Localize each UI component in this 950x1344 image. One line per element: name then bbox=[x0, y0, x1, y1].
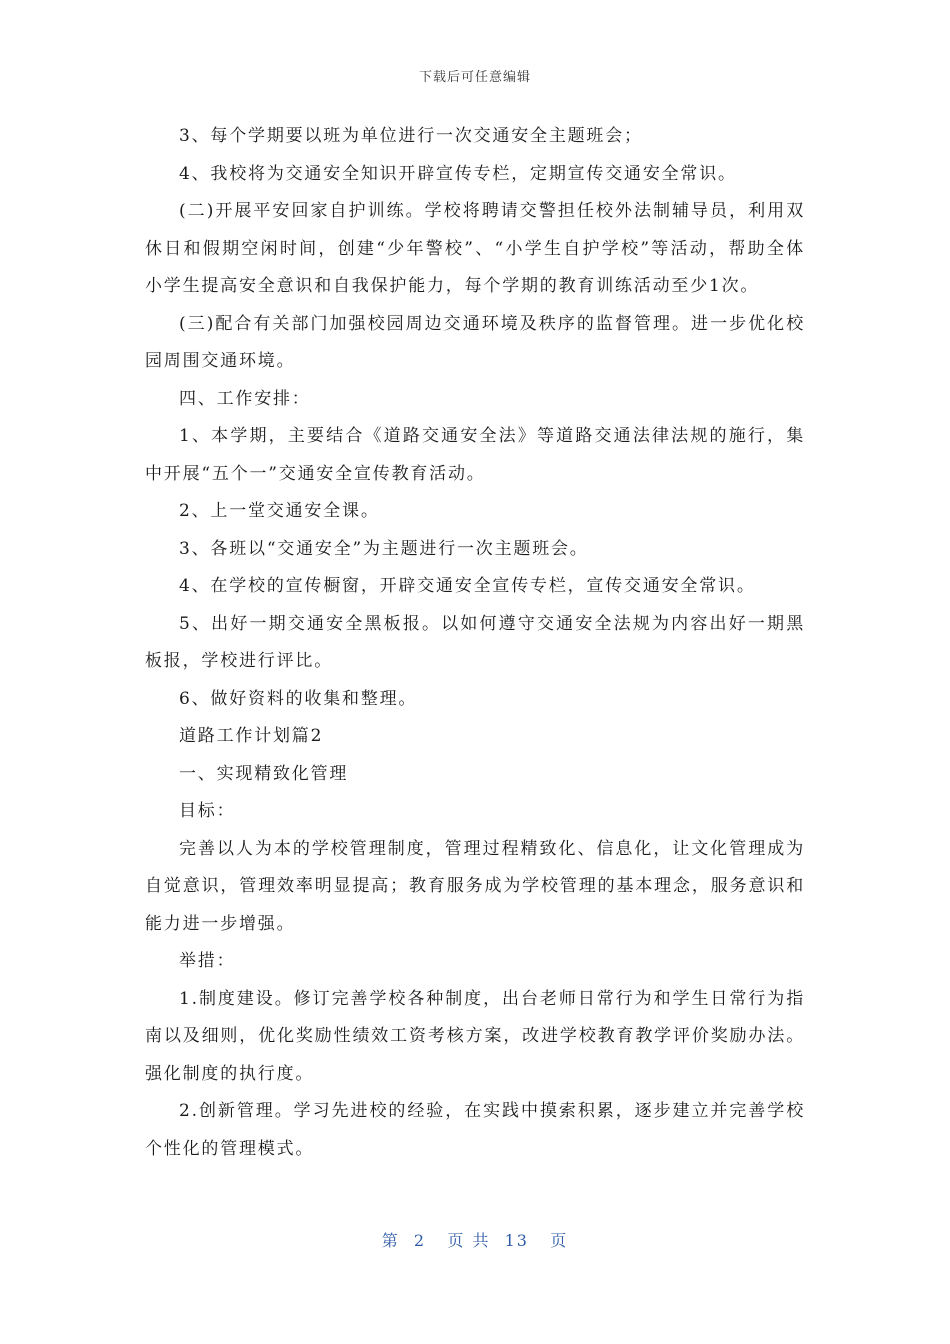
page-header-note: 下载后可任意编辑 bbox=[418, 70, 531, 85]
paragraph: (二)开展平安回家自护训练。学校将聘请交警担任校外法制辅导员，利用双休日和假期空闲时间，创建“少年警校”、“小学生自护学校”等活动，帮助全体小学生提高安全意识和自我保护能力，每个学期的教育训练活动至少1次。 bbox=[145, 201, 805, 296]
paragraph: 6、做好资料的收集和整理。 bbox=[179, 688, 418, 709]
paragraph: (三)配合有关部门加强校园周边交通环境及秩序的监督管理。进一步优化校园周围交通环境。 bbox=[145, 313, 805, 371]
document-body bbox=[145, 118, 805, 1168]
section-heading: 一、实现精致化管理 bbox=[179, 763, 349, 784]
paragraph: 5、出好一期交通安全黑板报。以如何遵守交通安全法规为内容出好一期黑板报，学校进行评比。 bbox=[145, 613, 805, 671]
paragraph: 4、在学校的宣传橱窗，开辟交通安全宣传专栏，宣传交通安全常识。 bbox=[179, 576, 756, 596]
article-title: 道路工作计划篇2 bbox=[179, 726, 324, 746]
page-number-footer: 第 2 页 共 13 页 bbox=[381, 1231, 569, 1250]
paragraph: 2.创新管理。学习先进校的经验，在实践中摸索积累，逐步建立并完善学校个性化的管理模式。 bbox=[145, 1101, 805, 1159]
paragraph: 3、每个学期要以班为单位进行一次交通安全主题班会； bbox=[179, 126, 643, 146]
paragraph: 3、各班以“交通安全”为主题进行一次主题班会。 bbox=[179, 538, 589, 559]
section-heading: 四、工作安排： bbox=[179, 388, 311, 409]
subheading: 目标： bbox=[179, 801, 236, 821]
paragraph: 完善以人为本的学校管理制度，管理过程精致化、信息化，让文化管理成为自觉意识，管理效率明显提高；教育服务成为学校管理的基本理念，服务意识和能力进一步增强。 bbox=[145, 838, 805, 934]
paragraph: 1、本学期，主要结合《道路交通安全法》等道路交通法律法规的施行，集中开展“五个一”交通安全宣传教育活动。 bbox=[145, 426, 805, 484]
paragraph: 4、我校将为交通安全知识开辟宣传专栏，定期宣传交通安全常识。 bbox=[179, 163, 737, 184]
subheading: 举措： bbox=[179, 951, 236, 971]
paragraph: 1.制度建设。修订完善学校各种制度，出台老师日常行为和学生日常行为指南以及细则，优化奖励性绩效工资考核方案，改进学校教育教学评价奖励办法。强化制度的执行度。 bbox=[145, 988, 805, 1084]
paragraph: 2、上一堂交通安全课。 bbox=[179, 501, 380, 521]
